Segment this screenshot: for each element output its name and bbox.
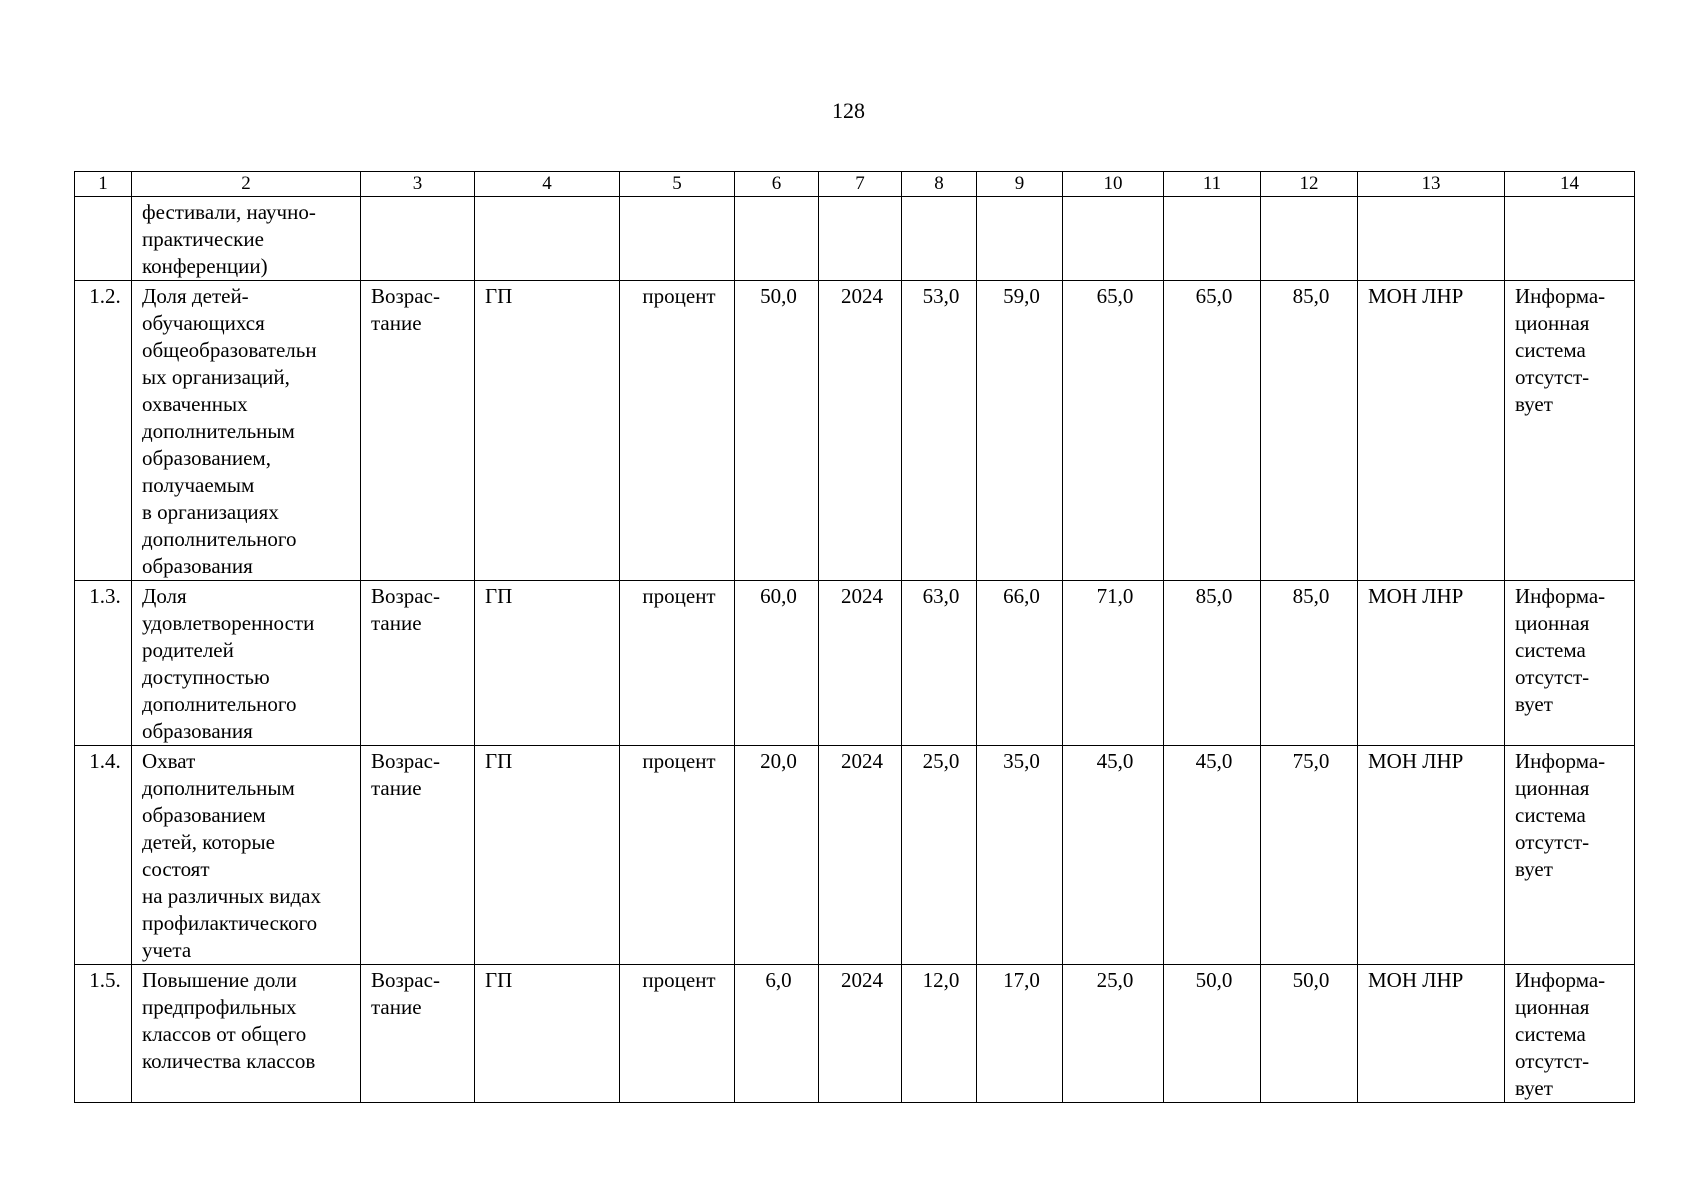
row-number: 1.4. (75, 746, 132, 965)
table-row (75, 281, 1635, 581)
info-system-cell: Информа- ционная система отсутст- вует (1505, 281, 1635, 581)
level-cell (475, 197, 620, 281)
responsible-cell: МОН ЛНР (1358, 965, 1505, 1103)
value-cell: 25,0 (902, 746, 977, 965)
column-number: 7 (819, 172, 902, 197)
unit-cell: процент (620, 746, 735, 965)
unit-cell: процент (620, 281, 735, 581)
base-year-cell: 2024 (819, 581, 902, 746)
column-number: 8 (902, 172, 977, 197)
unit-cell: процент (620, 581, 735, 746)
level-cell: ГП (475, 746, 620, 965)
responsible-cell (1358, 197, 1505, 281)
value-cell: 85,0 (1261, 581, 1358, 746)
value-cell: 53,0 (902, 281, 977, 581)
value-cell: 45,0 (1063, 746, 1164, 965)
table-row (75, 965, 1635, 1103)
value-cell: 63,0 (902, 581, 977, 746)
info-system-cell (1505, 197, 1635, 281)
trend-cell (361, 197, 475, 281)
indicator-name: Охват дополнительным образованием детей, которые состоят на различных видах профилактического учета (132, 746, 361, 965)
trend-cell: Возрас- тание (361, 281, 475, 581)
column-numbers-row (75, 172, 1635, 197)
value-cell: 59,0 (977, 281, 1063, 581)
column-number: 10 (1063, 172, 1164, 197)
column-number: 9 (977, 172, 1063, 197)
trend-cell: Возрас- тание (361, 965, 475, 1103)
row-number: 1.2. (75, 281, 132, 581)
indicator-name: Повышение доли предпрофильных классов от общего количества классов (132, 965, 361, 1103)
indicator-name: фестивали, научно- практические конференции) (132, 197, 361, 281)
base-year-cell: 2024 (819, 965, 902, 1103)
column-number: 14 (1505, 172, 1635, 197)
trend-cell: Возрас- тание (361, 746, 475, 965)
trend-cell: Возрас- тание (361, 581, 475, 746)
value-cell (1164, 197, 1261, 281)
value-cell: 25,0 (1063, 965, 1164, 1103)
column-number: 13 (1358, 172, 1505, 197)
info-system-cell: Информа- ционная система отсутст- вует (1505, 965, 1635, 1103)
value-cell: 85,0 (1164, 581, 1261, 746)
base-year-cell: 2024 (819, 746, 902, 965)
column-number: 3 (361, 172, 475, 197)
column-number: 2 (132, 172, 361, 197)
base-value-cell: 50,0 (735, 281, 819, 581)
value-cell (977, 197, 1063, 281)
value-cell (1063, 197, 1164, 281)
value-cell: 85,0 (1261, 281, 1358, 581)
value-cell: 12,0 (902, 965, 977, 1103)
column-number: 6 (735, 172, 819, 197)
info-system-cell: Информа- ционная система отсутст- вует (1505, 581, 1635, 746)
indicators-table (74, 171, 1635, 1103)
value-cell: 66,0 (977, 581, 1063, 746)
base-value-cell: 60,0 (735, 581, 819, 746)
table-row (75, 197, 1635, 281)
indicator-name: Доля детей- обучающихся общеобразовательн ых организаций, охваченных дополнительным образованием, получаемым в организациях дополнительного образования (132, 281, 361, 581)
column-number: 4 (475, 172, 620, 197)
base-value-cell: 6,0 (735, 965, 819, 1103)
unit-cell (620, 197, 735, 281)
value-cell: 50,0 (1261, 965, 1358, 1103)
base-year-cell (819, 197, 902, 281)
responsible-cell: МОН ЛНР (1358, 581, 1505, 746)
table-row (75, 746, 1635, 965)
value-cell: 17,0 (977, 965, 1063, 1103)
base-year-cell: 2024 (819, 281, 902, 581)
value-cell: 71,0 (1063, 581, 1164, 746)
value-cell: 35,0 (977, 746, 1063, 965)
value-cell: 50,0 (1164, 965, 1261, 1103)
page-number: 128 (832, 98, 865, 123)
value-cell (1261, 197, 1358, 281)
column-number: 12 (1261, 172, 1358, 197)
level-cell: ГП (475, 965, 620, 1103)
value-cell: 65,0 (1063, 281, 1164, 581)
unit-cell: процент (620, 965, 735, 1103)
level-cell: ГП (475, 581, 620, 746)
value-cell (902, 197, 977, 281)
base-value-cell (735, 197, 819, 281)
responsible-cell: МОН ЛНР (1358, 746, 1505, 965)
column-number: 1 (75, 172, 132, 197)
base-value-cell: 20,0 (735, 746, 819, 965)
level-cell: ГП (475, 281, 620, 581)
value-cell: 75,0 (1261, 746, 1358, 965)
value-cell: 45,0 (1164, 746, 1261, 965)
info-system-cell: Информа- ционная система отсутст- вует (1505, 746, 1635, 965)
column-number: 11 (1164, 172, 1261, 197)
responsible-cell: МОН ЛНР (1358, 281, 1505, 581)
row-number: 1.3. (75, 581, 132, 746)
row-number: 1.5. (75, 965, 132, 1103)
table-row (75, 581, 1635, 746)
value-cell: 65,0 (1164, 281, 1261, 581)
indicator-name: Доля удовлетворенности родителей доступностью дополнительного образования (132, 581, 361, 746)
row-number (75, 197, 132, 281)
column-number: 5 (620, 172, 735, 197)
